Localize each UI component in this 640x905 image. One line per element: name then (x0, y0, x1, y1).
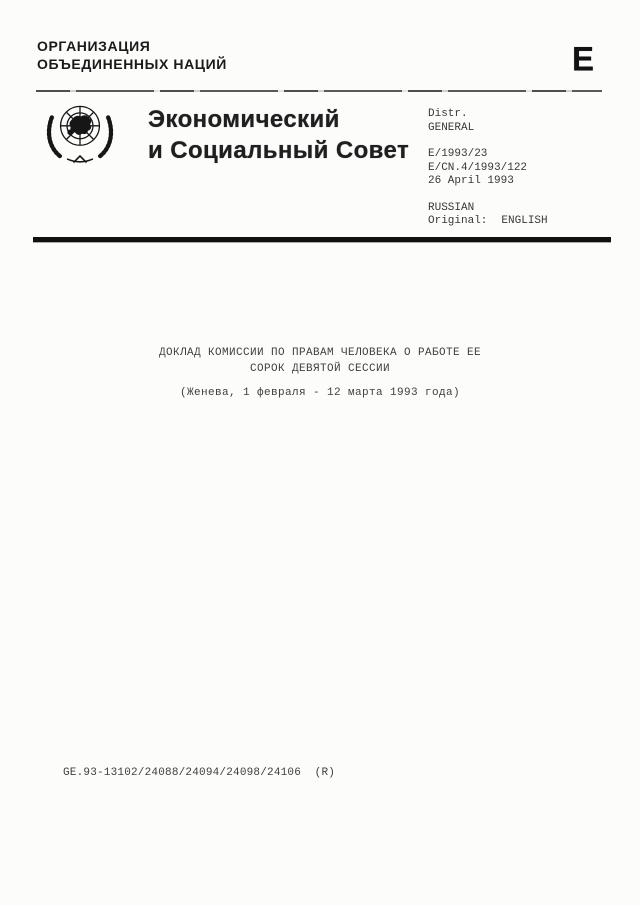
council-name-line2: и Социальный Совет (148, 137, 410, 164)
masthead-divider (33, 237, 611, 242)
doc-date: 26 April 1993 (428, 175, 514, 187)
doc-series-letter: E (572, 39, 595, 78)
report-title-line1: ДОКЛАД КОМИССИИ ПО ПРАВАМ ЧЕЛОВЕКА О РАБОТЕ ЕЕ (158, 347, 482, 359)
symbols-group (428, 148, 548, 189)
footer-reference-code: GE.93-13102/24088/24094/24098/24106 (R) (63, 767, 336, 779)
org-name-line2: ОБЪЕДИНЕННЫХ НАЦИЙ (37, 56, 227, 72)
distribution-group (428, 108, 548, 135)
header-divider (36, 90, 602, 92)
doc-info-block (428, 108, 548, 242)
original-language-row (428, 215, 548, 229)
org-name-line1: ОРГАНИЗАЦИЯ (37, 38, 151, 54)
council-name-line1: Экономический (148, 106, 340, 133)
doc-language: RUSSIAN (428, 201, 475, 214)
report-title-line2: СОРОК ДЕВЯТОЙ СЕССИИ (249, 362, 391, 375)
org-name (37, 37, 227, 73)
doc-symbol-1: E/1993/23 (428, 148, 488, 160)
language-group (428, 202, 548, 229)
report-title (0, 346, 640, 377)
original-label: Original: (428, 215, 488, 227)
distr-label: Distr. (428, 108, 468, 120)
original-language: ENGLISH (501, 215, 548, 227)
un-emblem-icon (44, 97, 116, 169)
distr-type: GENERAL (428, 121, 475, 134)
doc-symbol-2: E/CN.4/1993/122 (428, 161, 528, 174)
report-subtitle: (Женева, 1 февраля - 12 марта 1993 года) (179, 387, 461, 399)
council-name (148, 104, 409, 166)
